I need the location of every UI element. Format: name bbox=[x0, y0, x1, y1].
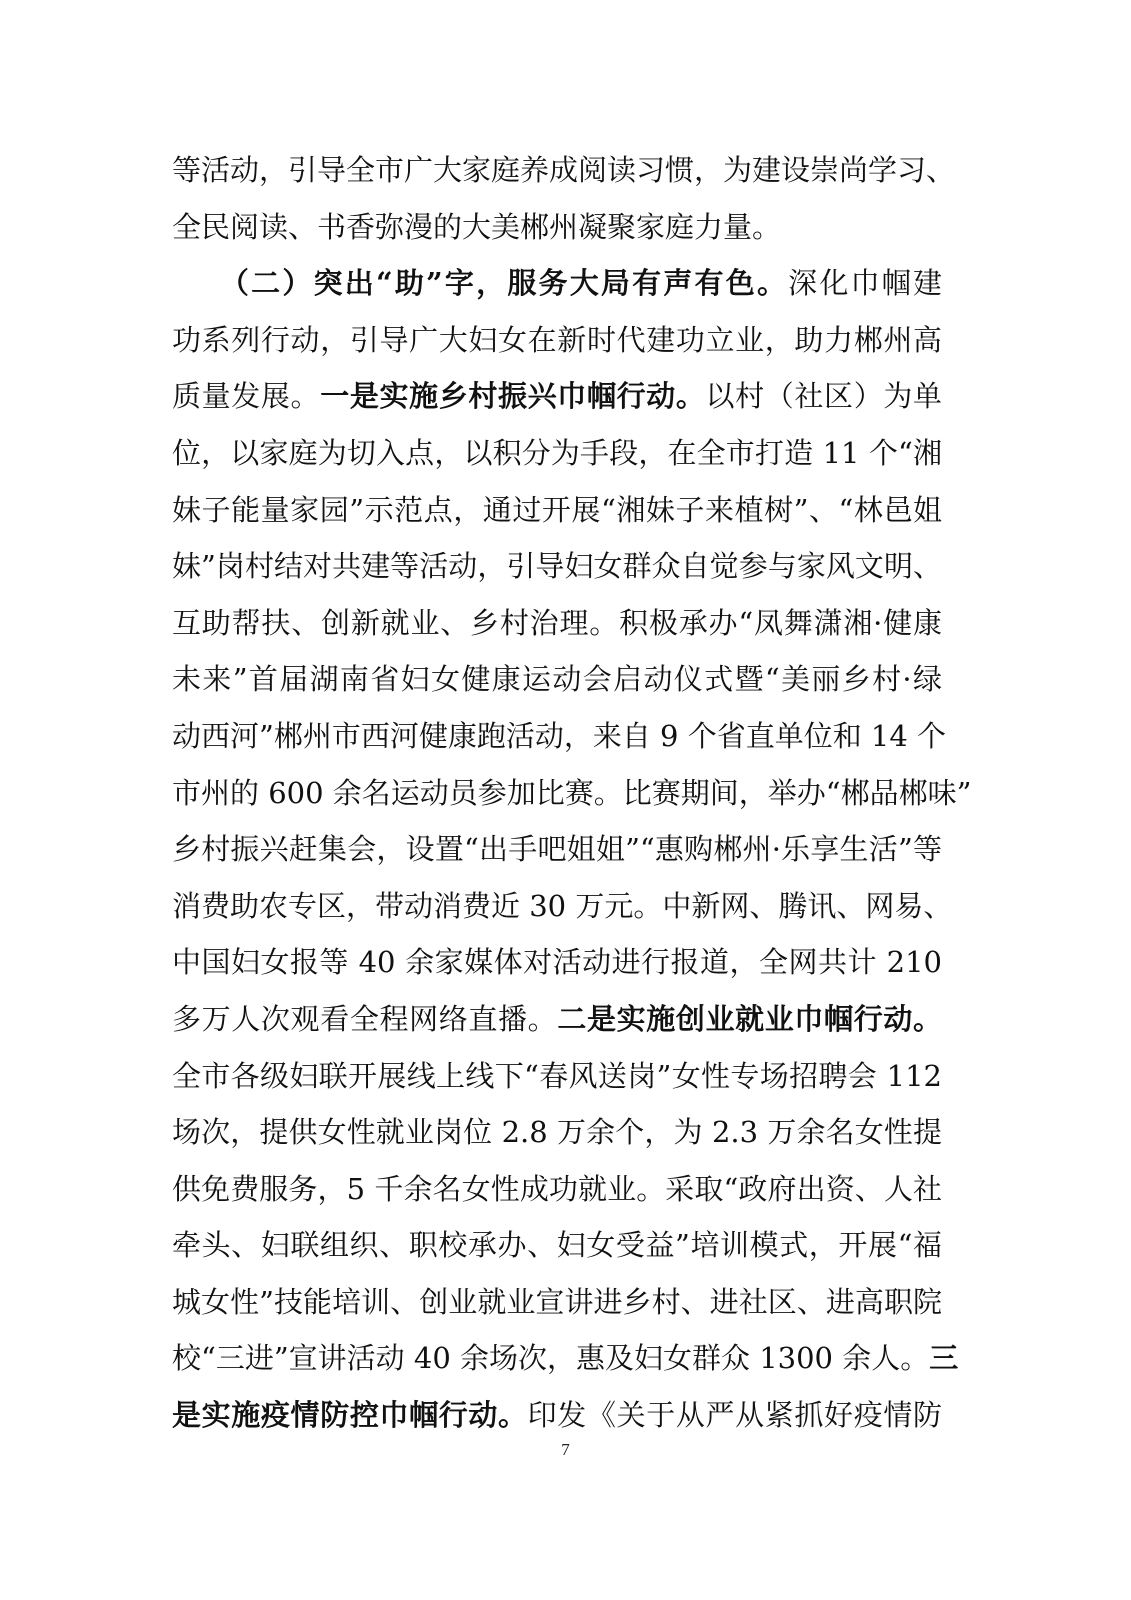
text-line bbox=[172, 1161, 942, 1218]
text-run: 深化巾帼建 bbox=[788, 266, 942, 301]
text-run: 动西河”郴州市西河健康跑活动，来自 9 个省直单位和 14 个 bbox=[172, 718, 947, 753]
text-run: 乡村振兴赶集会，设置“出手吧姐姐”“惠购郴州·乐享生活”等 bbox=[172, 832, 942, 867]
text-run: 妹子能量家园”示范点，通过开展“湘妹子来植树”、“林邑姐 bbox=[172, 492, 942, 527]
text-run: 全民阅读、书香弥漫的大美郴州凝聚家庭力量。 bbox=[172, 209, 782, 244]
text-line bbox=[172, 425, 942, 482]
text-line bbox=[172, 1048, 942, 1105]
page-number: 7 bbox=[561, 1440, 570, 1459]
text-run: 校“三进”宣讲活动 40 余场次，惠及妇女群众 1300 余人。 bbox=[172, 1341, 930, 1376]
text-run: 妹”岗村结对共建等活动，引导妇女群众自觉参与家风文明、 bbox=[172, 549, 942, 584]
text-line bbox=[172, 482, 942, 539]
text-run: 等活动，引导全市广大家庭养成阅读习惯，为建设崇尚学习、 bbox=[172, 153, 956, 187]
text-line bbox=[172, 708, 947, 765]
text-line bbox=[172, 368, 942, 425]
text-line bbox=[172, 765, 972, 822]
text-run: 以村（社区）为单 bbox=[705, 379, 942, 414]
text-run: 印发《关于从严从紧抓好疫情防 bbox=[527, 1398, 942, 1433]
text-line bbox=[172, 878, 953, 935]
text-run: 场次，提供女性就业岗位 2.8 万余个，为 2.3 万余名女性提 bbox=[172, 1115, 942, 1150]
text-line bbox=[172, 1387, 942, 1444]
text-line bbox=[172, 651, 942, 708]
text-run: 消费助农专区，带动消费近 30 万元。中新网、腾讯、网易、 bbox=[172, 888, 953, 923]
text-line bbox=[172, 142, 956, 199]
text-line bbox=[172, 821, 942, 878]
text-line bbox=[172, 538, 942, 595]
text-run: 全市各级妇联开展线上线下“春风送岗”女性专场招聘会 112 bbox=[172, 1058, 942, 1093]
text-line bbox=[172, 1274, 942, 1331]
text-run: 位，以家庭为切入点，以积分为手段，在全市打造 11 个“湘 bbox=[172, 435, 942, 470]
text-run: 功系列行动，引导广大妇女在新时代建功立业，助力郴州高 bbox=[172, 322, 942, 357]
text-line bbox=[172, 1330, 959, 1387]
text-run: 城女性”技能培训、创业就业宣讲进乡村、进社区、进高职院 bbox=[172, 1284, 942, 1319]
text-run: 未来”首届湖南省妇女健康运动会启动仪式暨“美丽乡村·绿 bbox=[172, 662, 942, 697]
text-run: 供免费服务，5 千余名女性成功就业。采取“政府出资、人社 bbox=[172, 1171, 942, 1206]
text-run: 多万人次观看全程网络直播。 bbox=[172, 1001, 558, 1036]
bold-text-run: （二）突出“助”字，服务大局有声有色。 bbox=[234, 266, 789, 301]
text-run: 中国妇女报等 40 余家媒体对活动进行报道，全网共计 210 bbox=[172, 945, 942, 980]
bold-text-run: 一是实施乡村振兴巾帼行动。 bbox=[320, 379, 706, 414]
text-run: 牵头、妇联组织、职校承办、妇女受益”培训模式，开展“福 bbox=[172, 1228, 942, 1263]
body-text bbox=[172, 142, 972, 1444]
text-line bbox=[172, 199, 942, 256]
text-line bbox=[172, 1104, 942, 1161]
bold-text-run: 二是实施创业就业巾帼行动。 bbox=[557, 1001, 942, 1036]
text-line bbox=[172, 1217, 942, 1274]
text-line bbox=[172, 255, 942, 312]
text-run: 市州的 600 余名运动员参加比赛。比赛期间，举办“郴品郴味” bbox=[172, 775, 972, 810]
text-line bbox=[172, 312, 942, 369]
text-line bbox=[172, 595, 942, 652]
text-run: 互助帮扶、创新就业、乡村治理。积极承办“凤舞潇湘·健康 bbox=[172, 605, 942, 640]
text-run: 质量发展。 bbox=[172, 379, 321, 414]
text-run bbox=[172, 266, 234, 300]
text-line bbox=[172, 991, 942, 1048]
bold-text-run: 是实施疫情防控巾帼行动。 bbox=[172, 1398, 528, 1433]
bold-text-run: 三 bbox=[929, 1341, 959, 1376]
text-line bbox=[172, 934, 942, 991]
